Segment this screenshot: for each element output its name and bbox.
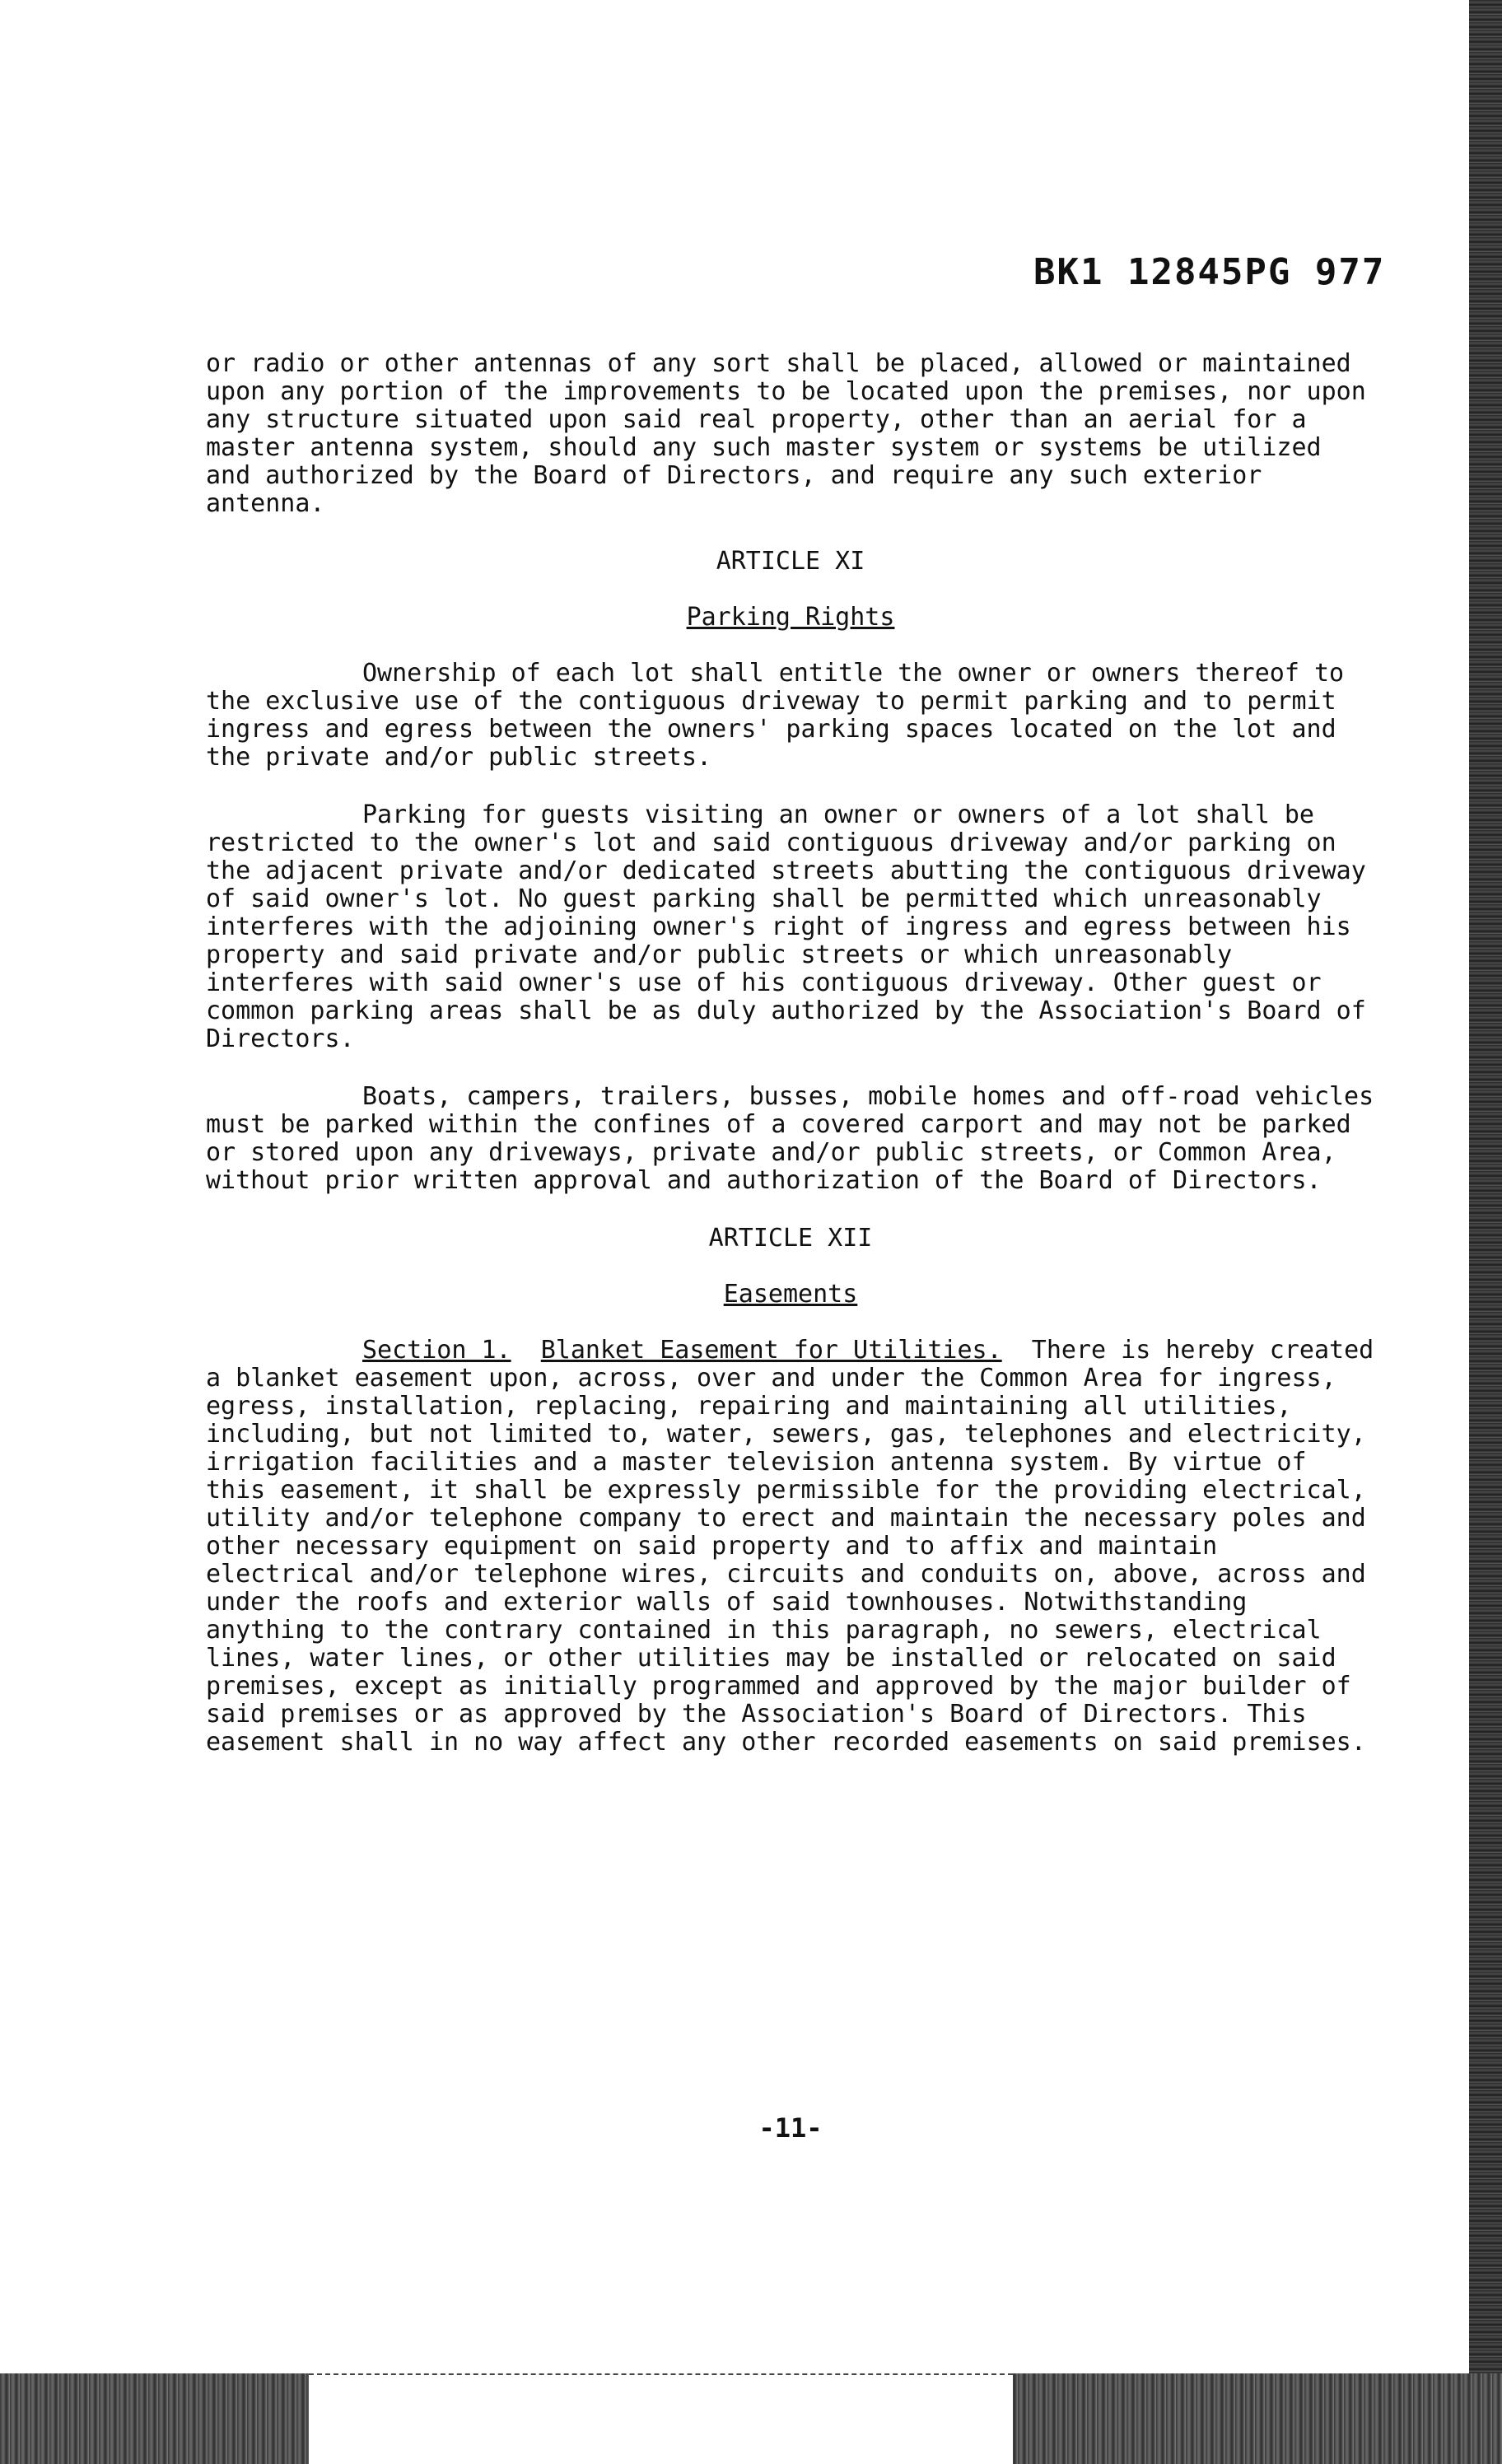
article-xi-paragraph-2: Parking for guests visiting an owner or owners of a lot shall be restricted to the owner's lot and said contiguous driveway and/or parking on the adjacent private and/or dedicated streets abutting the contiguous driveway of said owner's lot. No guest parking shall be permitted which unreasonably interferes with the adjoining owner's right of ingress and egress between his property and said private and/or public streets or which unreasonably interferes with said owner's use of his contiguous driveway. Other guest or common parking areas shall be as duly authorized by the Association's Board of Directors. [206, 800, 1381, 1053]
document-body [206, 264, 1389, 1757]
scan-edge-right [1469, 0, 1502, 2464]
section-1-title: Blanket Easement for Utilities. [540, 1336, 1002, 1365]
article-xi-paragraph-1: Ownership of each lot shall entitle the owner or owners thereof to the exclusive use of the contiguous driveway to permit parking and to permit ingress and egress between the owners' parking spaces located on the lot and the private and/or public streets. [206, 659, 1360, 772]
section-1-paragraph [206, 1336, 1389, 1757]
intro-paragraph: or radio or other antennas of any sort shall be placed, allowed or maintained upon any portion of the improvements to be located upon the premises, nor upon any structure situated upon said real property, other than an aerial for a master antenna system, should any such master system or systems be utilized and authorized by the Board of Directors, and require any such exterior antenna. [206, 349, 1381, 518]
article-xi-paragraph-3: Boats, campers, trailers, busses, mobile homes and off-road vehicles must be parked within the confines of a covered carport and may not be parked or stored upon any driveways, private and/or public streets, or Common Area, without prior written approval and authorization of the Board of Directors. [206, 1082, 1389, 1195]
recording-stamp: BK1 12845PG 977 [1033, 251, 1386, 293]
article-xii-heading: ARTICLE XII [708, 1224, 873, 1253]
article-xi-title: Parking Rights [686, 603, 895, 632]
section-1-label: Section 1. [362, 1336, 511, 1365]
scan-paper-slip [309, 2373, 1013, 2464]
section-1-text: There is hereby created a blanket easement upon, across, over and under the Common Area for ingress, egress, installation, replacing, repairing and maintaining all utilities, including, but not limited to, water, sewers, gas, telephones and electricity, irrigation facilities and a master television antenna system. By virtue of this easement, it shall be expressly permissible for the providing electrical, utility and/or telephone company to erect and maintain the necessary poles and other necessary equipment on said property and to affix and maintain electrical and/or telephone wires, circuits and conduits on, above, across and under the roofs and exterior walls of said townhouses. Notwithstanding anything to the contrary contained in this paragraph, no sewers, electrical lines, water lines, or other utilities may be installed or relocated on said premises, except as initially programmed and approved by the major builder of said premises or as approved by the Association's Board of Directors. This easement shall in no way affect any other recorded easements on said premises. [206, 1336, 1389, 1757]
page-number: -11- [758, 2112, 823, 2144]
article-xi-heading: ARTICLE XI [716, 547, 865, 576]
article-xii-title: Easements [723, 1280, 858, 1309]
